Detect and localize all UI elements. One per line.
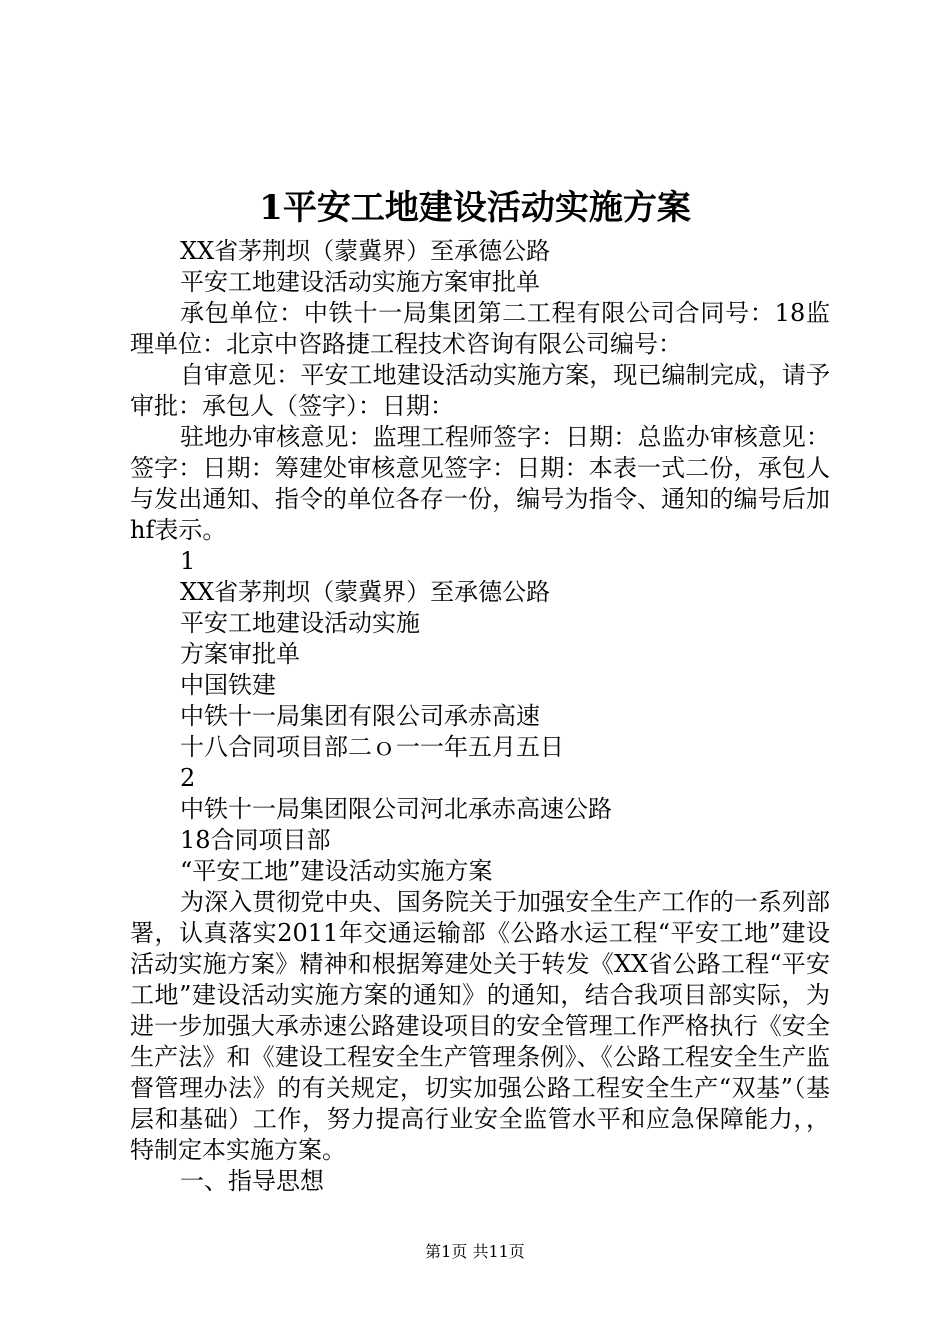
paragraph: 平安工地建设活动实施方案审批单 [180,268,540,296]
document-body [130,236,830,1197]
paragraph: 一、指导思想 [180,1167,324,1195]
paragraph: XX省茅荆坝（蒙冀界）至承德公路 [180,237,551,265]
document-title: 1平安工地建设活动实施方案 [259,188,691,228]
page-footer: 第1页 共11页 [425,1242,525,1261]
paragraph: 驻地办审核意见：监理工程师签字：日期：总监办审核意见：签字：日期：筹建处审核意见签字：日期：本表一式二份，承包人与发出通知、指令的单位各存一份，编号为指令、通知的编号后加hf表示。 [130,423,830,544]
paragraph: 中铁十一局集团限公司河北承赤高速公路 [180,795,612,823]
paragraph: 1 [180,547,196,575]
paragraph: 承包单位：中铁十一局集团第二工程有限公司合同号：18监理单位：北京中咨路捷工程技术咨询有限公司编号： [130,299,830,358]
paragraph: 自审意见：平安工地建设活动实施方案，现已编制完成，请予审批：承包人（签字）：日期： [130,361,830,420]
paragraph: 中国铁建 [180,671,276,699]
paragraph: 平安工地建设活动实施 [180,609,420,637]
paragraph: 2 [180,764,196,792]
paragraph: 为深入贯彻党中央、国务院关于加强安全生产工作的一系列部署，认真落实2011年交通运输部《公路水运工程“平安工地”建设活动实施方案》精神和根据筹建处关于转发《XX省公路工程“平安工地”建设活动实施方案的通知》的通知，结合我项目部实际，为进一步加强大承赤速公路建设项目的安全管理工作严格执行《安全生产法》和《建设工程安全生产管理条例》、《公路工程安全生产监督管理办法》的有关规定，切实加强公路工程安全生产“双基”（基层和基础）工作，努力提高行业安全监管水平和应急保障能力，，特制定本实施方案。 [130,888,830,1164]
paragraph: 中铁十一局集团有限公司承赤高速 [180,702,540,730]
paragraph: 18合同项目部 [180,826,331,854]
paragraph: 方案审批单 [180,640,300,668]
paragraph: XX省茅荆坝（蒙冀界）至承德公路 [180,578,551,606]
paragraph: 十八合同项目部二ｏ一一年五月五日 [180,733,564,761]
paragraph: “平安工地”建设活动实施方案 [180,857,493,885]
